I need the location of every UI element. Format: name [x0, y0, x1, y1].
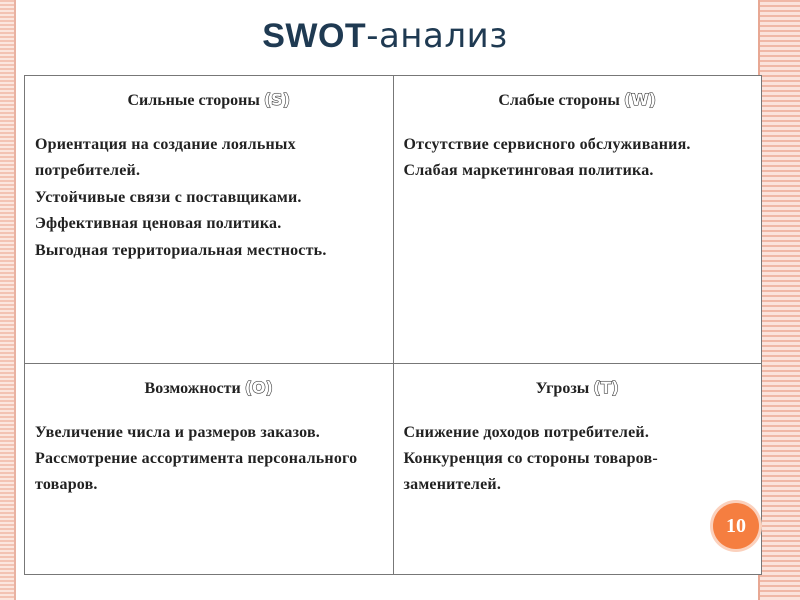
- opportunities-cell: [25, 363, 394, 574]
- weaknesses-item: Отсутствие сервисного обслуживания.: [403, 136, 691, 153]
- threats-item: Снижение доходов потребителей.: [403, 423, 650, 441]
- page-number-badge: [713, 503, 759, 549]
- strengths-letter: (S): [263, 90, 291, 109]
- left-stripe-edge: [14, 0, 16, 600]
- page-number: 10: [726, 514, 746, 537]
- weaknesses-list: [404, 132, 752, 185]
- strengths-heading-text: Сильные стороны: [127, 92, 260, 109]
- slide-title: [0, 16, 770, 56]
- swot-table: [24, 75, 762, 575]
- strengths-item: Ориентация на создание лояльных потребителей.: [35, 136, 296, 180]
- opportunities-item: Рассмотрение ассортимента персонального товаров.: [35, 450, 358, 494]
- threats-heading: [404, 378, 752, 398]
- left-decorative-stripe: [0, 0, 14, 600]
- threats-letter: (T): [593, 377, 619, 397]
- strengths-item: Устойчивые связи с поставщиками.: [35, 188, 302, 206]
- threats-heading-text: Угрозы: [535, 379, 590, 397]
- weaknesses-item: Слабая маркетинговая политика.: [403, 162, 654, 180]
- weaknesses-letter: (W): [623, 90, 657, 109]
- strengths-heading: [35, 90, 383, 110]
- strengths-item: Эффективная ценовая политика.: [35, 215, 282, 233]
- swot-row-external: [25, 363, 762, 574]
- slide-title-suffix: -анализ: [366, 16, 508, 56]
- swot-row-internal: [25, 76, 762, 364]
- opportunities-item: Увеличение числа и размеров заказов.: [35, 423, 320, 441]
- opportunities-heading-text: Возможности: [144, 379, 241, 397]
- strengths-list: [35, 132, 383, 264]
- weaknesses-heading-text: Слабые стороны: [498, 92, 620, 109]
- opportunities-letter: (O): [244, 377, 273, 397]
- strengths-item: Выгодная территориальная местность.: [35, 241, 327, 259]
- threats-cell: [393, 363, 762, 574]
- right-decorative-stripe: [760, 0, 800, 600]
- threats-list: [404, 420, 752, 499]
- threats-item: Конкуренция со стороны товаров-заменителей.: [403, 450, 658, 494]
- slide-title-swot: SWOT: [262, 17, 367, 55]
- weaknesses-cell: [393, 76, 762, 364]
- opportunities-list: [35, 420, 383, 499]
- weaknesses-heading: [404, 90, 752, 110]
- strengths-cell: [25, 76, 394, 364]
- opportunities-heading: [35, 378, 383, 398]
